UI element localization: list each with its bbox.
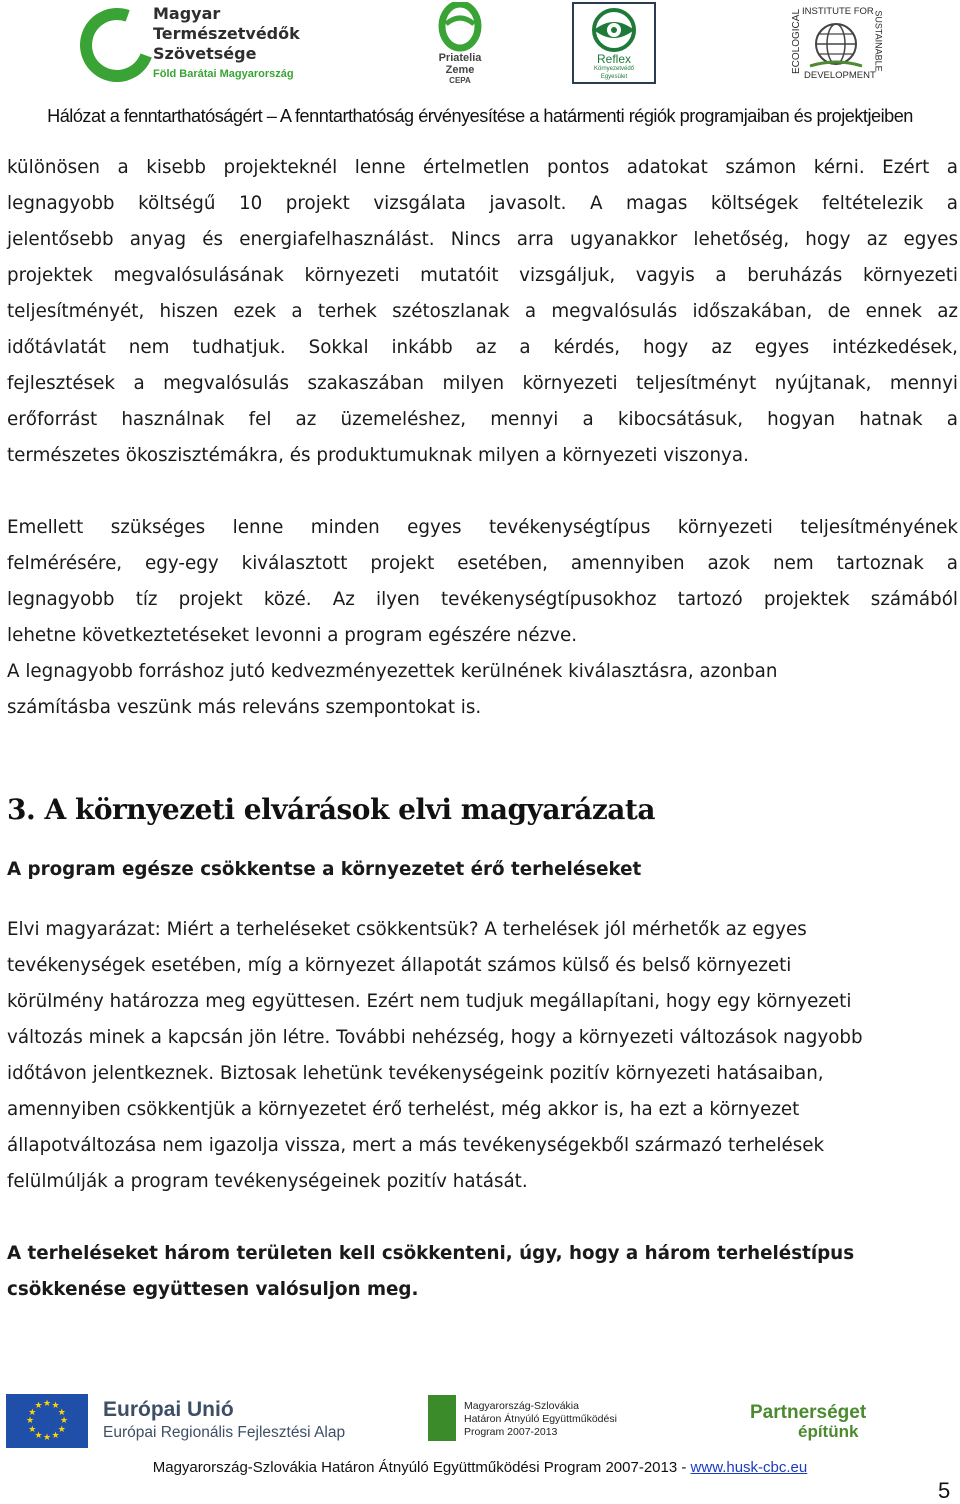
eu-star-icon: ★ — [43, 1433, 52, 1443]
p4-line: Elvi magyarázat: Miért a terheléseket csökkentsük? A terhelések jól mérhetők az egyes — [7, 919, 807, 940]
globe-snail-icon — [806, 18, 866, 70]
subheading-text: A program egésze csökkentse a környezetet érő terheléseket — [7, 859, 642, 880]
reflex-line2: Környezetvédő — [593, 66, 635, 72]
p4-line: tevékenységek esetében, míg a környezet állapotát számos külső és belső környezeti — [7, 955, 792, 976]
p3-line: A legnagyobb forráshoz jutó kedvezményezettek kerülnének kiválasztásra, azonban — [7, 661, 778, 682]
eu-star-icon: ★ — [43, 1399, 52, 1409]
pz-line2: Zeme — [445, 64, 475, 76]
eisd-vertical-right: SUSTAINABLE — [873, 10, 884, 72]
eu-star-icon: ★ — [51, 1430, 60, 1441]
running-header-title: Hálózat a fenntarthatóságért – A fenntarthatóság érvényesítése a határmenti régiók programjaiban és projektjeiben — [47, 105, 913, 126]
footer-program-line — [0, 1459, 960, 1476]
bold-conclusion — [7, 1236, 958, 1308]
page-number: 5 — [938, 1478, 951, 1503]
p1-line: projektek megvalósulásának környezeti mutatóit vizsgáljuk, vagyis a beruházás környezeti — [7, 265, 958, 286]
eu-star-icon: ★ — [51, 1401, 60, 1412]
p4-line: körülmény határozza meg együttesen. Ezért nem tudjuk megállapítani, hogy egy környezeti — [7, 991, 852, 1012]
eisd-bottom: DEVELOPMENT — [804, 70, 876, 81]
partner-line2: építünk — [798, 1422, 859, 1441]
eu-star-icon: ★ — [60, 1416, 69, 1426]
reflex-logo — [572, 2, 656, 84]
p1-line: legnagyobb költségű 10 projekt vizsgálata javasolt. A magas költségek feltételezik a — [7, 193, 958, 214]
eisd-top: INSTITUTE FOR — [802, 6, 874, 17]
p4-line: amennyiben csökkentjük a környezetet érő terhelést, még akkor is, ha ezt a környezet — [7, 1099, 800, 1120]
p1-line: erőforrást használnak fel az üzemeléshez, mennyi a kibocsátásuk, hogyan hatnak a — [7, 409, 958, 430]
p4-line: állapotváltozása nem igazolja vissza, mert a más tevékenységekből származó terhelések — [7, 1135, 825, 1156]
eu-star-icon: ★ — [28, 1424, 37, 1435]
p4-line: felülmúlják a program tevékenységeinek pozitív hatását. — [7, 1171, 528, 1192]
husk-logo-icon — [428, 1395, 456, 1441]
bold-line: A terheléseket három területen kell csökkenteni, úgy, hogy a három terheléstípus — [7, 1243, 855, 1264]
paragraph-4 — [7, 912, 958, 1200]
p2-line: lehetne következtetéseket levonni a program egészére nézve. — [7, 625, 578, 646]
p2-line: legnagyobb tíz projekt közé. Az ilyen tevékenységtípusokhoz tartozó projektek számából — [7, 589, 958, 610]
mtvsz-logo — [80, 4, 330, 82]
pz-line1: Priatelia — [438, 52, 482, 64]
eu-subtitle: Európai Regionális Fejlesztési Alap — [103, 1424, 346, 1441]
paragraph-1 — [7, 150, 958, 474]
p2-line: Emellett szükséges lenne minden egyes tevékenységtípus környezeti teljesítményének — [7, 517, 958, 538]
partner-line1: Partnerséget — [750, 1402, 867, 1423]
mtvsz-ring-icon — [68, 0, 166, 94]
eu-star-icon: ★ — [28, 1407, 37, 1418]
mtvsz-logo-line1: Magyar — [153, 4, 221, 23]
husk-line3: Program 2007-2013 — [464, 1426, 558, 1438]
p2-line: felmérésére, egy-egy kiválasztott projekt esetében, amennyiben azok nem tartoznak a — [7, 553, 958, 574]
reflex-line3: Egyesület — [600, 74, 628, 80]
p3-line: számításba veszünk más releváns szempontokat is. — [7, 697, 482, 718]
mtvsz-logo-line3: Szövetsége — [153, 44, 257, 63]
bold-line: csökkenése együttesen valósuljon meg. — [7, 1279, 419, 1300]
paragraph-3 — [7, 654, 958, 726]
mtvsz-logo-line4: Föld Barátai Magyarország — [153, 68, 294, 80]
priatelia-zeme-logo — [430, 2, 490, 86]
p1-line: fejlesztések a megvalósulás szakaszában milyen környezeti teljesítményt nyújtanak, mennyi — [7, 373, 958, 394]
eu-star-icon: ★ — [34, 1401, 43, 1412]
eu-star-icon: ★ — [57, 1424, 66, 1435]
reflex-line1: Reflex — [596, 52, 631, 66]
p1-line: különösen a kisebb projekteknél lenne értelmetlen pontos adatokat számon kérni. Ezért a — [7, 157, 958, 178]
husk-line2: Határon Átnyúló Együttműködési — [464, 1413, 617, 1425]
eu-star-icon: ★ — [26, 1416, 35, 1426]
footer-program-text: Magyarország-Szlovákia Határon Átnyúló Együttműködési Program 2007-2013 - — [152, 1459, 691, 1476]
eu-flag-icon — [6, 1394, 88, 1448]
p1-line: időtávlatát nem tudhatjuk. Sokkal inkább az a kérdés, hogy az egyes intézkedések, — [7, 337, 958, 358]
mtvsz-logo-line2: Természetvédők — [153, 24, 300, 43]
eisd-vertical-left: ECOLOGICAL — [791, 8, 803, 75]
p4-line: változás minek a kapcsán jön létre. További nehézség, hogy a környezeti változások nagyobb — [7, 1027, 863, 1048]
eu-star-icon: ★ — [34, 1430, 43, 1441]
paragraph-2 — [7, 510, 958, 654]
section-title: 3. A környezeti elvárások elvi magyarázata — [7, 793, 655, 826]
pz-line3: CEPA — [449, 76, 471, 85]
subheading — [7, 852, 958, 888]
husk-website-link[interactable]: www.husk-cbc.eu — [690, 1459, 808, 1476]
eisd-logo — [786, 4, 886, 82]
p4-line: időtávon jelentkeznek. Biztosak lehetünk tevékenységeink pozitív környezeti hatásaiban, — [7, 1063, 824, 1084]
p1-line: természetes ökoszisztémákra, és produktumuknak milyen a környezeti viszonya. — [7, 445, 749, 466]
reflex-eye-icon — [574, 6, 654, 54]
eu-star-icon: ★ — [57, 1407, 66, 1418]
eu-title: Európai Unió — [103, 1398, 234, 1421]
p1-line: teljesítményét, hiszen ezek a terhek szétoszlanak a megvalósulás időszakában, de ennek az — [7, 301, 958, 322]
priatelia-zeme-emblem-icon — [430, 2, 490, 52]
husk-line1: Magyarország-Szlovákia — [464, 1400, 579, 1412]
p1-line: jelentősebb anyag és energiafelhasználást. Nincs arra ugyanakkor lehetőség, hogy az egyes — [7, 229, 958, 250]
